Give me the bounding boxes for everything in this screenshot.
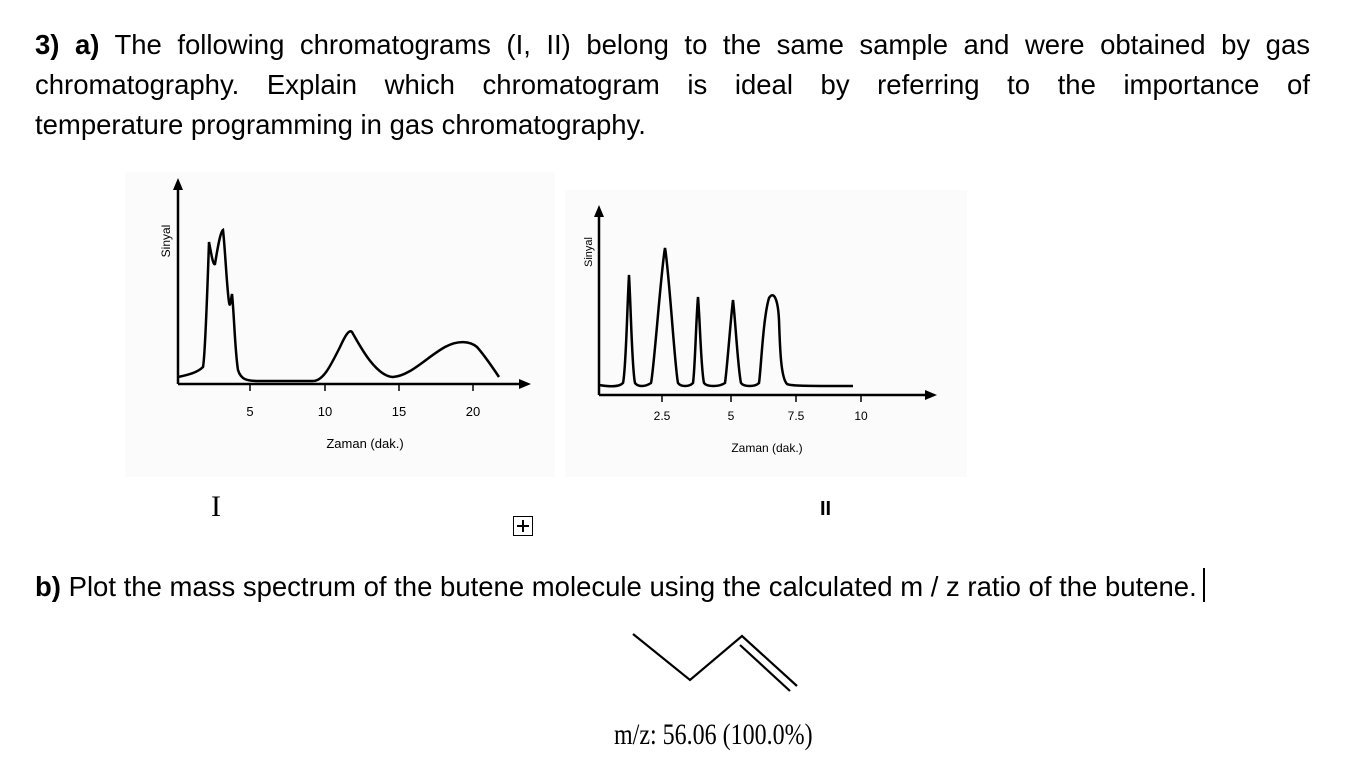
question-a-text-line2: chromatography. Explain which chromatogram is ideal by referring to the importance of: [35, 69, 1310, 100]
tick-label-2.5: 2.5: [653, 409, 671, 423]
chromatogram-II: [565, 190, 967, 482]
tick-label-5: 5: [246, 404, 254, 419]
question-part-b: b): [35, 571, 61, 602]
question-number: 3): [35, 29, 60, 60]
butene-structure: [630, 628, 805, 698]
tick-label-20: 20: [465, 404, 481, 419]
question-b-text: Plot the mass spectrum of the butene molecule using the calculated m / z ratio of the butene.: [68, 571, 1197, 602]
question-b: [35, 567, 1310, 607]
text-cursor: [1203, 568, 1205, 602]
chromatogram-I-caption: I: [211, 490, 221, 523]
double-bond-line: [740, 645, 790, 691]
y-axis-label: Sinyal: [583, 237, 595, 267]
y-axis-label: Sinyal: [159, 224, 173, 258]
question-a: [35, 25, 1310, 145]
table-move-handle-icon[interactable]: [513, 516, 533, 536]
tick-label-15: 15: [391, 404, 407, 419]
butene-skeletal-formula: [630, 628, 805, 693]
x-axis-label: Zaman (dak.): [326, 436, 404, 451]
tick-label-5: 5: [727, 409, 735, 423]
chromatogram-I-figure: [125, 172, 555, 477]
x-axis-label: Zaman (dak.): [731, 441, 803, 455]
chromatogram-II-figure: [565, 190, 967, 477]
tick-label-10: 10: [854, 409, 868, 423]
question-a-text-line1: The following chromatograms (I, II) belong to the same sample and were obtained by gas: [114, 29, 1310, 60]
butene-bonds: [633, 634, 797, 686]
question-a-text-line3: temperature programming in gas chromatography.: [35, 109, 646, 140]
tick-label-7.5: 7.5: [787, 409, 805, 423]
mz-label: m/z: 56.06 (100.0%): [614, 718, 813, 751]
question-part-a: a): [74, 29, 100, 60]
question-a-line1: [35, 25, 1310, 65]
tick-label-10: 10: [317, 404, 333, 419]
chromatogram-II-caption: II: [820, 498, 832, 520]
chromatogram-I: [125, 172, 555, 482]
